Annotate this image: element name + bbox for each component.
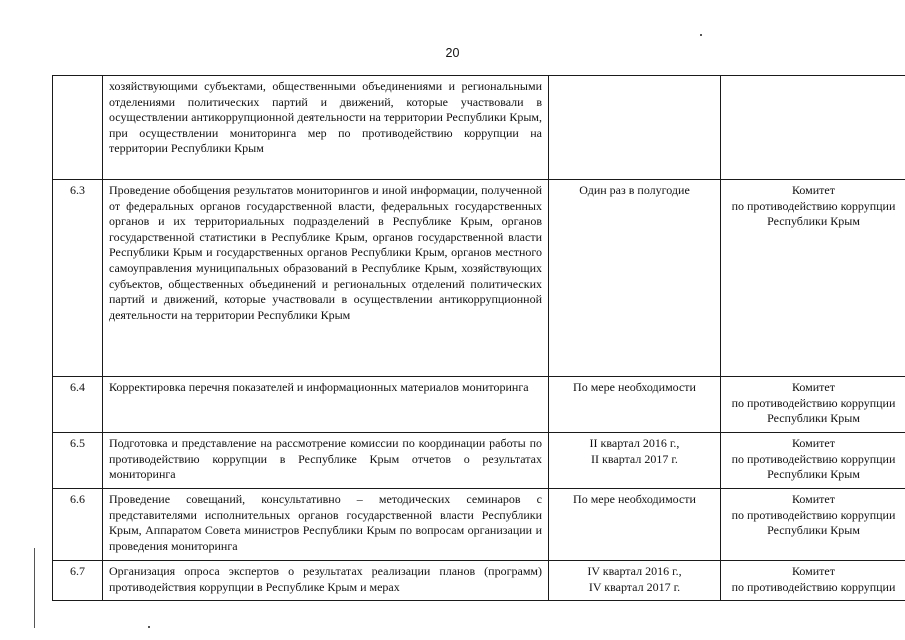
row-description: Проведение обобщения результатов мониторингов и иной информации, полученной от федеральных органов государственной власти, федеральных государственных органов и их территориальных подразделений в Республике Крым, органов государственной статистики в Республике Крым, органов государственной власти Республики Крым и государственных органов Республики Крым, органов местного самоуправления муниципальных образований в Республике Крым, хозяйствующих субъектов, общественных объединений и региональных отделений политических партий и движений, которые участвовали в осуществлении антикоррупционной деятельности на территории Республики Крым xyxy=(103,180,549,377)
row-term xyxy=(549,377,721,433)
row-description: Подготовка и представление на рассмотрение комиссии по координации работы по противодействию коррупции в Республике Крым отчетов о результатах мониторинга xyxy=(103,433,549,489)
term-line: II квартал 2017 г. xyxy=(591,451,678,466)
row-description: Организация опроса экспертов о результатах реализации планов (программ) противодействия коррупции в Республике Крым и мерах xyxy=(103,561,549,601)
term-line: Один раз в полугодие xyxy=(579,183,690,197)
term-line: По мере необходимости xyxy=(573,492,696,506)
scan-artifact-line xyxy=(34,548,35,628)
responsible-line: по противодействию коррупции xyxy=(731,198,896,213)
table-row xyxy=(53,377,905,433)
term-line: IV квартал 2016 г., xyxy=(587,564,682,578)
scan-artifact-dot xyxy=(700,34,702,36)
table-row xyxy=(53,433,905,489)
responsible-line: Республики Крым xyxy=(767,467,860,482)
scan-artifact-dot xyxy=(148,626,150,628)
row-number: 6.5 xyxy=(53,433,103,489)
page-number: 20 xyxy=(445,46,460,60)
row-description: хозяйствующими субъектами, общественными объединениями и региональными отделениями политических партий и движений, которые участвовали в осуществлении антикоррупционной деятельности на территории Республики Крым, при осуществлении мониторинга мер по противодействию коррупции на территории Республики Крым xyxy=(103,76,549,180)
responsible-line: Комитет xyxy=(791,492,835,506)
term-line: IV квартал 2017 г. xyxy=(588,579,681,594)
row-responsible xyxy=(721,180,905,377)
row-responsible xyxy=(721,489,905,561)
row-responsible-cell xyxy=(721,76,905,180)
responsible-line: Комитет xyxy=(791,380,835,394)
responsible-line: Республики Крым xyxy=(767,411,860,426)
responsible-line: Республики Крым xyxy=(767,214,860,229)
row-responsible xyxy=(721,433,905,489)
term-line: По мере необходимости xyxy=(573,380,696,394)
row-number: 6.3 xyxy=(53,180,103,377)
row-term xyxy=(549,561,721,601)
row-description: Проведение совещаний, консультативно – методических семинаров с представителями исполнительных органов государственной власти Республики Крым, Аппаратом Совета министров Республики Крым по вопросам организации и проведения мониторинга xyxy=(103,489,549,561)
row-responsible xyxy=(721,561,905,601)
row-term xyxy=(549,180,721,377)
row-description: Корректировка перечня показателей и информационных материалов мониторинга xyxy=(103,377,549,433)
row-term-cell xyxy=(549,76,721,180)
row-responsible xyxy=(721,377,905,433)
responsible-line: Комитет xyxy=(791,183,835,197)
row-term xyxy=(549,489,721,561)
action-plan-table xyxy=(52,75,905,601)
responsible-line: по противодействию коррупции xyxy=(731,395,896,410)
table-row xyxy=(53,180,905,377)
responsible-line: по противодействию коррупции xyxy=(731,507,896,522)
responsible-line: Комитет xyxy=(791,564,835,578)
row-number: 6.4 xyxy=(53,377,103,433)
row-number: 6.6 xyxy=(53,489,103,561)
row-number-cell xyxy=(53,76,103,180)
row-term xyxy=(549,433,721,489)
responsible-line: Комитет xyxy=(791,436,835,450)
responsible-line: по противодействию коррупции xyxy=(731,579,896,594)
term-line: II квартал 2016 г., xyxy=(589,436,680,450)
responsible-line: по противодействию коррупции xyxy=(731,451,896,466)
table-row xyxy=(53,561,905,601)
table-row xyxy=(53,489,905,561)
responsible-line: Республики Крым xyxy=(767,523,860,538)
table-row xyxy=(53,76,905,180)
row-number: 6.7 xyxy=(53,561,103,601)
